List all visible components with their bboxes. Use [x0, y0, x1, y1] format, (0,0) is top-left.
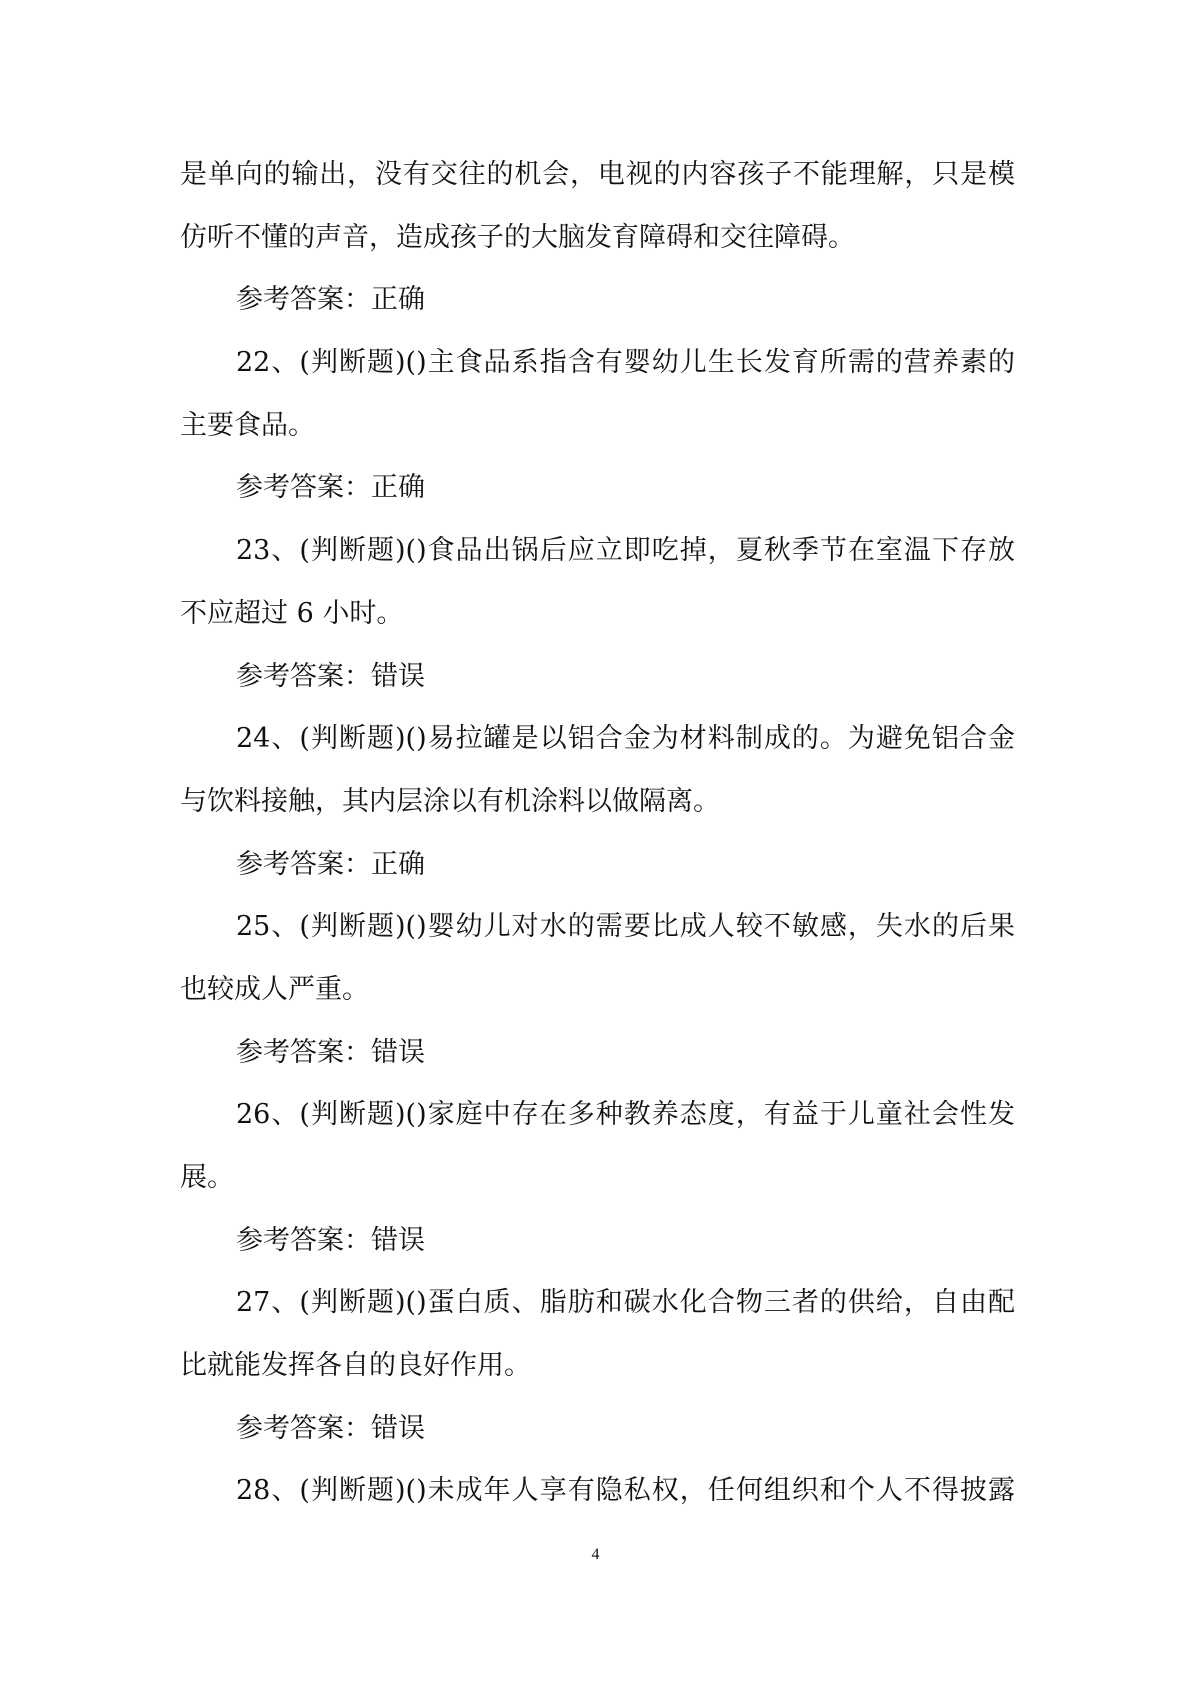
text-line: 比就能发挥各自的良好作用。: [180, 1350, 531, 1382]
text-line: 是单向的输出，没有交往的机会，电视的内容孩子不能理解，只是模: [180, 159, 1015, 190]
text-line: 主要食品。: [180, 409, 315, 441]
text-line: 也较成人严重。: [180, 973, 369, 1005]
text-line: 不应超过 6 小时。: [180, 597, 404, 629]
question-line: 27、(判断题)()蛋白质、脂肪和碳水化合物三者的供给，自由配: [236, 1287, 1015, 1319]
page-number: 4: [591, 1546, 600, 1563]
answer-line: 参考答案：正确: [236, 848, 425, 880]
answer-line: 参考答案：正确: [236, 472, 425, 504]
document-body: [180, 144, 1015, 1523]
answer-line: 参考答案：正确: [236, 284, 425, 316]
answer-line: 参考答案：错误: [236, 660, 425, 692]
question-line: 25、(判断题)()婴幼儿对水的需要比成人较不敏感，失水的后果: [236, 911, 1015, 943]
text-line: 仿听不懂的声音，造成孩子的大脑发育障碍和交往障碍。: [180, 221, 855, 253]
answer-line: 参考答案：错误: [236, 1224, 425, 1256]
text-line: 与饮料接触，其内层涂以有机涂料以做隔离。: [180, 785, 720, 817]
answer-line: 参考答案：错误: [236, 1036, 425, 1068]
answer-line: 参考答案：错误: [236, 1412, 425, 1444]
question-line: 23、(判断题)()食品出锅后应立即吃掉，夏秋季节在室温下存放: [236, 535, 1015, 567]
question-line: 24、(判断题)()易拉罐是以铝合金为材料制成的。为避免铝合金: [236, 723, 1015, 755]
question-line: 28、(判断题)()未成年人享有隐私权，任何组织和个人不得披露: [236, 1475, 1015, 1507]
question-line: 22、(判断题)()主食品系指含有婴幼儿生长发育所需的营养素的: [236, 347, 1015, 379]
question-line: 26、(判断题)()家庭中存在多种教养态度，有益于儿童社会性发: [236, 1099, 1015, 1131]
text-line: 展。: [180, 1162, 234, 1193]
